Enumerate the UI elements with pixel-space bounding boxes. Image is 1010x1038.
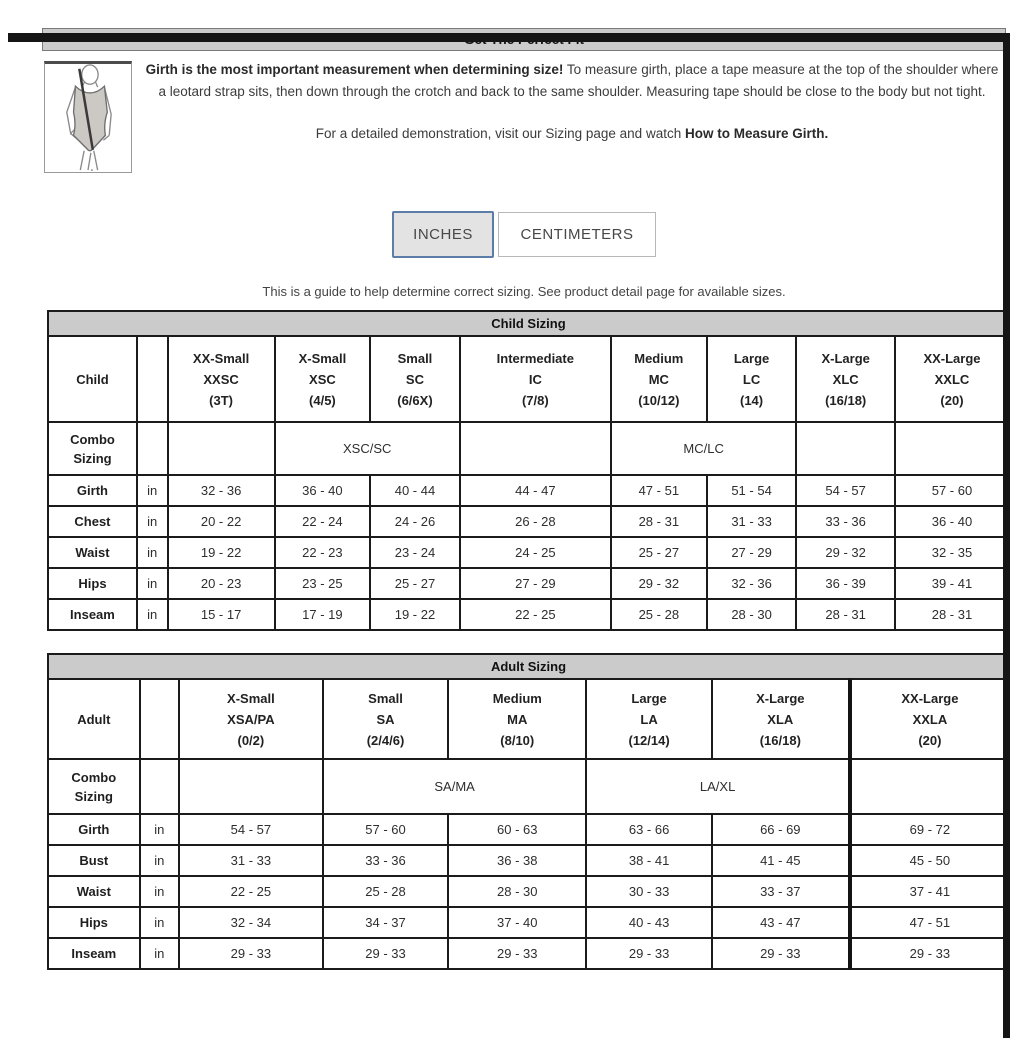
value-cell: 28 - 30 [707, 599, 797, 630]
unit-cell: in [137, 568, 168, 599]
value-cell: 28 - 31 [796, 599, 895, 630]
value-cell: 32 - 35 [895, 537, 1009, 568]
value-cell: 63 - 66 [586, 814, 711, 845]
combo-empty-cell [460, 422, 611, 475]
combo-cell: SA/MA [323, 759, 587, 814]
size-column-header: XX-Large XXLA (20) [850, 679, 1009, 759]
value-cell: 32 - 36 [707, 568, 797, 599]
combo-unit-cell [140, 759, 179, 814]
combo-cell: LA/XL [586, 759, 849, 814]
value-cell: 26 - 28 [460, 506, 611, 537]
unit-cell: in [137, 506, 168, 537]
value-cell: 22 - 25 [179, 876, 323, 907]
combo-label: Combo Sizing [48, 422, 137, 475]
value-cell: 36 - 40 [895, 506, 1009, 537]
value-cell: 25 - 28 [611, 599, 707, 630]
row-label: Chest [48, 506, 137, 537]
value-cell: 31 - 33 [707, 506, 797, 537]
value-cell: 29 - 33 [448, 938, 586, 969]
top-border-bar [8, 33, 1010, 42]
value-cell: 23 - 24 [370, 537, 460, 568]
size-column-header: X-Large XLA (16/18) [712, 679, 850, 759]
table-title: Child Sizing [48, 311, 1009, 336]
value-cell: 20 - 22 [168, 506, 275, 537]
combo-empty-cell [796, 422, 895, 475]
combo-empty-cell [850, 759, 1009, 814]
intro-rest-text: To measure girth, place a tape measure at the top of the shoulder where a leotard strap sits, then down through the crotch and back to the same shoulder. Measuring tape should be close to the body but not tight. [158, 62, 999, 99]
value-cell: 34 - 37 [323, 907, 448, 938]
row-label: Hips [48, 907, 140, 938]
value-cell: 38 - 41 [586, 845, 711, 876]
demo-bold-text: How to Measure Girth. [684, 126, 829, 141]
value-cell: 41 - 45 [712, 845, 850, 876]
combo-cell: XSC/SC [275, 422, 460, 475]
combo-empty-cell [179, 759, 323, 814]
combo-cell: MC/LC [611, 422, 797, 475]
inches-button[interactable]: INCHES [392, 211, 494, 258]
value-cell: 19 - 22 [370, 599, 460, 630]
centimeters-button[interactable]: CENTIMETERS [498, 212, 656, 257]
adult-sizing-table [47, 653, 1010, 970]
value-cell: 57 - 60 [323, 814, 448, 845]
value-cell: 40 - 44 [370, 475, 460, 506]
row-label: Girth [48, 475, 137, 506]
value-cell: 43 - 47 [712, 907, 850, 938]
unit-toggle [42, 211, 1006, 258]
value-cell: 60 - 63 [448, 814, 586, 845]
row-label: Girth [48, 814, 140, 845]
size-column-header: Small SC (6/6X) [370, 336, 460, 422]
value-cell: 29 - 33 [323, 938, 448, 969]
size-column-header: Intermediate IC (7/8) [460, 336, 611, 422]
value-cell: 39 - 41 [895, 568, 1009, 599]
unit-cell: in [140, 845, 179, 876]
row-label: Inseam [48, 938, 140, 969]
value-cell: 17 - 19 [275, 599, 370, 630]
unit-cell: in [137, 475, 168, 506]
value-cell: 29 - 33 [712, 938, 850, 969]
value-cell: 27 - 29 [460, 568, 611, 599]
demo-prefix-text: For a detailed demonstration, visit our Sizing page and watch [315, 126, 685, 141]
value-cell: 25 - 28 [323, 876, 448, 907]
value-cell: 29 - 33 [179, 938, 323, 969]
row-label: Hips [48, 568, 137, 599]
right-border-bar [1003, 33, 1010, 1038]
size-column-header: Medium MA (8/10) [448, 679, 586, 759]
value-cell: 33 - 36 [323, 845, 448, 876]
value-cell: 22 - 24 [275, 506, 370, 537]
corner-label: Child [48, 336, 137, 422]
unit-cell: in [140, 814, 179, 845]
value-cell: 45 - 50 [850, 845, 1009, 876]
combo-label: Combo Sizing [48, 759, 140, 814]
unit-cell: in [137, 599, 168, 630]
value-cell: 29 - 32 [611, 568, 707, 599]
size-column-header: Small SA (2/4/6) [323, 679, 448, 759]
value-cell: 28 - 30 [448, 876, 586, 907]
value-cell: 25 - 27 [611, 537, 707, 568]
corner-label: Adult [48, 679, 140, 759]
value-cell: 54 - 57 [179, 814, 323, 845]
value-cell: 19 - 22 [168, 537, 275, 568]
size-column-header: Medium MC (10/12) [611, 336, 707, 422]
value-cell: 30 - 33 [586, 876, 711, 907]
unit-header-cell [140, 679, 179, 759]
value-cell: 69 - 72 [850, 814, 1009, 845]
left-border-bar [0, 33, 7, 518]
intro-paragraph [142, 59, 1002, 103]
row-label: Waist [48, 537, 137, 568]
size-column-header: Large LC (14) [707, 336, 797, 422]
value-cell: 57 - 60 [895, 475, 1009, 506]
value-cell: 29 - 33 [586, 938, 711, 969]
intro-bold-text: Girth is the most important measurement when determining size! [145, 62, 564, 77]
value-cell: 24 - 26 [370, 506, 460, 537]
value-cell: 31 - 33 [179, 845, 323, 876]
intro-texts [132, 59, 1006, 173]
value-cell: 40 - 43 [586, 907, 711, 938]
value-cell: 29 - 33 [850, 938, 1009, 969]
row-label: Inseam [48, 599, 137, 630]
value-cell: 36 - 40 [275, 475, 370, 506]
sizing-note: This is a guide to help determine correct sizing. See product detail page for available sizes. [262, 284, 786, 299]
value-cell: 32 - 34 [179, 907, 323, 938]
combo-empty-cell [168, 422, 275, 475]
value-cell: 23 - 25 [275, 568, 370, 599]
value-cell: 37 - 40 [448, 907, 586, 938]
value-cell: 36 - 38 [448, 845, 586, 876]
size-column-header: X-Small XSC (4/5) [275, 336, 370, 422]
unit-cell: in [140, 907, 179, 938]
value-cell: 51 - 54 [707, 475, 797, 506]
value-cell: 47 - 51 [611, 475, 707, 506]
value-cell: 44 - 47 [460, 475, 611, 506]
unit-cell: in [140, 876, 179, 907]
size-column-header: Large LA (12/14) [586, 679, 711, 759]
value-cell: 22 - 25 [460, 599, 611, 630]
value-cell: 15 - 17 [168, 599, 275, 630]
unit-header-cell [137, 336, 168, 422]
combo-empty-cell [895, 422, 1009, 475]
value-cell: 33 - 36 [796, 506, 895, 537]
value-cell: 36 - 39 [796, 568, 895, 599]
size-column-header: X-Small XSA/PA (0/2) [179, 679, 323, 759]
size-column-header: X-Large XLC (16/18) [796, 336, 895, 422]
intro-section [44, 59, 1006, 173]
leotard-figure-icon [45, 64, 131, 172]
row-label: Waist [48, 876, 140, 907]
value-cell: 29 - 32 [796, 537, 895, 568]
value-cell: 54 - 57 [796, 475, 895, 506]
value-cell: 33 - 37 [712, 876, 850, 907]
value-cell: 24 - 25 [460, 537, 611, 568]
size-column-header: XX-Large XXLC (20) [895, 336, 1009, 422]
demo-line [142, 125, 1002, 143]
value-cell: 25 - 27 [370, 568, 460, 599]
value-cell: 20 - 23 [168, 568, 275, 599]
girth-diagram-image [44, 61, 132, 173]
value-cell: 28 - 31 [611, 506, 707, 537]
value-cell: 47 - 51 [850, 907, 1009, 938]
unit-cell: in [140, 938, 179, 969]
value-cell: 32 - 36 [168, 475, 275, 506]
value-cell: 22 - 23 [275, 537, 370, 568]
table-title: Adult Sizing [48, 654, 1009, 679]
unit-cell: in [137, 537, 168, 568]
value-cell: 37 - 41 [850, 876, 1009, 907]
child-sizing-table [47, 310, 1010, 631]
size-column-header: XX-Small XXSC (3T) [168, 336, 275, 422]
value-cell: 28 - 31 [895, 599, 1009, 630]
value-cell: 66 - 69 [712, 814, 850, 845]
value-cell: 27 - 29 [707, 537, 797, 568]
combo-unit-cell [137, 422, 168, 475]
row-label: Bust [48, 845, 140, 876]
